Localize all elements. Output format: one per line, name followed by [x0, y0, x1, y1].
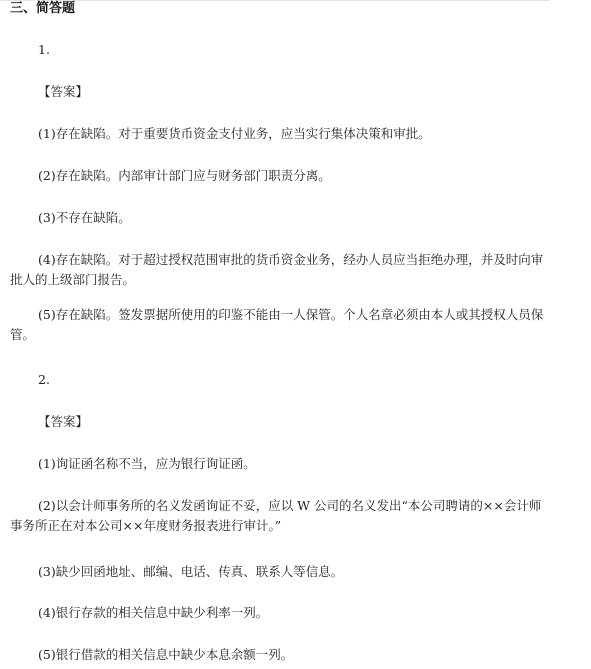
question-2-number: 2. — [38, 372, 50, 387]
question-1-number: 1. — [38, 42, 50, 57]
q2-answer-item-4: (4)银行存款的相关信息中缺少利率一列。 — [38, 605, 269, 620]
q1-answer-item-1: (1)存在缺陷。对于重要货币资金支付业务，应当实行集体决策和审批。 — [38, 126, 431, 141]
q1-answer-item-5: (5)存在缺陷。签发票据所使用的印鉴不能由一人保管。个人名章必须由本人或其授权人员保管。 — [10, 307, 544, 342]
q1-answer-item-3: (3)不存在缺陷。 — [38, 210, 131, 225]
q1-answer-item-2: (2)存在缺陷。内部审计部门应与财务部门职责分离。 — [38, 168, 331, 183]
q2-answer-item-2: (2)以会计师事务所的名义发函询证不妥，应以 W 公司的名义发出“本公司聘请的××会计师事务所正在对本公司××年度财务报表进行审计。” — [10, 498, 542, 533]
q2-answer-item-1: (1)询证函名称不当，应为银行询证函。 — [38, 456, 256, 471]
q1-answer-item-4: (4)存在缺陷。对于超过授权范围审批的货币资金业务，经办人员应当拒绝办理，并及时向审批人的上级部门报告。 — [10, 252, 544, 287]
q2-answer-item-5: (5)银行借款的相关信息中缺少本息余额一列。 — [38, 647, 294, 662]
question-1-answer-label: 【答案】 — [38, 84, 89, 99]
top-divider — [0, 0, 550, 1]
q2-answer-item-3: (3)缺少回函地址、邮编、电话、传真、联系人等信息。 — [38, 564, 344, 579]
section-title: 三、简答题 — [10, 1, 76, 16]
question-2-answer-label: 【答案】 — [38, 414, 89, 429]
